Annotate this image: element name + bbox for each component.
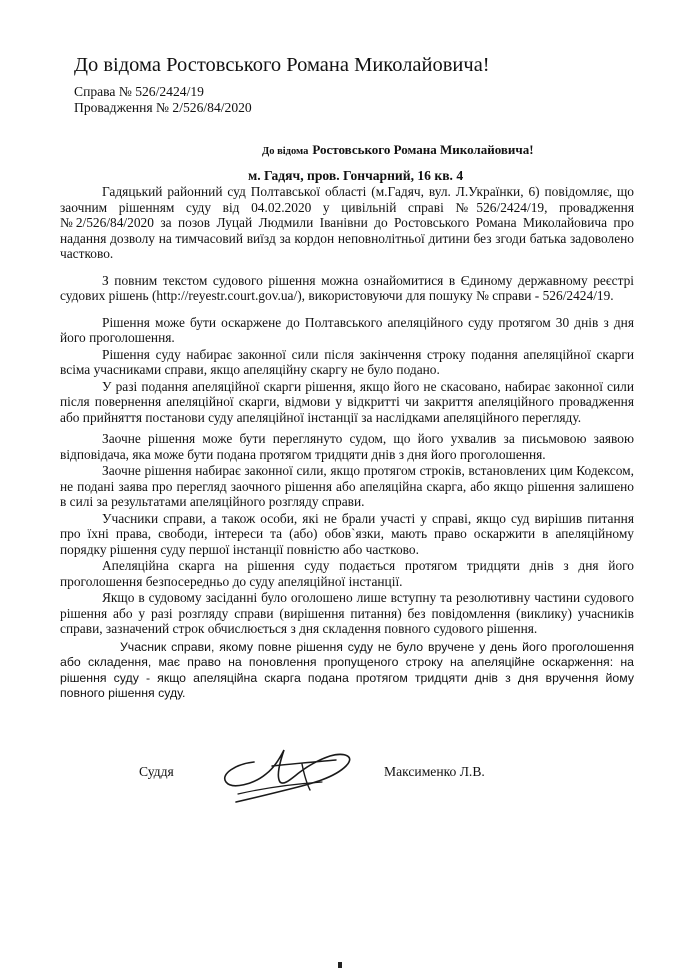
paragraph-appeal-deadline: Апеляційна скарга на рішення суду подається протягом тридцяти днів з дня його проголошення безпосередньо до суду апеляційної інстанції.: [60, 558, 634, 589]
paragraph-full-decision: Якщо в судовому засіданні було оголошено лише вступну та резолютивну частини судового рішення або у разі розгляду справи (вирішення питання) без повідомлення (виклику) учасників справи, зазначений строк обчислюється з дня складення повного судового рішення.: [60, 590, 634, 636]
handwritten-signature: [214, 744, 364, 806]
paragraph-participants: Учасники справи, а також особи, які не брали участі у справі, якщо суд вирішив питання про їхні права, свободи, інтереси та (або) обов`язки, мають право оскаржити в апеляційному порядку рішення суду першої інстанції повністю або частково.: [60, 510, 634, 557]
paragraph-legal-force: Рішення суду набирає законної сили після закінчення строку подання апеляційної скарги всіма учасниками справи, якщо апеляційну скаргу не було подано.: [60, 346, 634, 377]
page-title: До відома Ростовського Романа Миколайовича!: [74, 54, 490, 76]
paragraph-appeal-filed: У разі подання апеляційної скарги рішення, якщо його не скасовано, набирає законної сили після повернення апеляційної скарги, відмови у відкритті чи закриття апеляційного провадження або прийняття постанови суду апеляційної інстанції за наслідками апеляційного перегляду.: [60, 378, 634, 425]
paragraph-default-review: Заочне рішення може бути переглянуто судом, що його ухвалив за письмовою заявою відповідача, яка може бути подана протягом тридцяти днів з дня його проголошення.: [60, 431, 634, 462]
paragraph-notice: Гадяцький районний суд Полтавської області (м.Гадяч, вул. Л.Українки, 6) повідомляє, що заочним рішенням суду від 04.02.2020 у цивільній справі №526/2424/19, провадження №2/526/84/2020 за позов Луцай Людмили Іванівни до Ростовського Романа Миколайовича про надання дозволу на тимчасовий виїзд за кордон неповнолітньої дитини без згоди батька задоволено частково.: [60, 184, 634, 261]
addressee-line: [262, 141, 534, 159]
case-number: Справа № 526/2424/19: [74, 84, 204, 99]
signature-label: Суддя: [139, 764, 174, 779]
paragraph-restoration: Учасник справи, якому повне рішення суду не було вручене у день його проголошення або складення, має право на поновлення пропущеного строку на апеляційне оскарження: на рішення суду - якщо апеляційна скарга подана протягом тридцяти днів з дня вручення йому повного рішення суду.: [60, 639, 634, 700]
proceeding-number: Провадження № 2/526/84/2020: [74, 100, 252, 115]
judge-name: Максименко Л.В.: [384, 764, 485, 779]
scan-edge-mark: [338, 962, 342, 968]
paragraph-appeal-term: Рішення може бути оскаржене до Полтавського апеляційного суду протягом 30 днів з дня його проголошення.: [60, 314, 634, 345]
addressee-prefix: До відома: [262, 146, 309, 157]
addressee-name: Ростовського Романа Миколайовича!: [312, 142, 534, 157]
paragraph-default-force: Заочне рішення набирає законної сили, якщо протягом строків, встановлених цим Кодексом, не подані заява про перегляд заочного рішення або апеляційна скарга, або якщо рішення залишено в силі за результатами апеляційного розгляду справи.: [60, 463, 634, 509]
notice-body: [60, 184, 634, 703]
paragraph-registry: З повним текстом судового рішення можна ознайомитися в Єдиному державному реєстрі судових рішень (http://reyestr.court.gov.ua/), використовуючи для пошуку № справи - 526/2424/19.: [60, 272, 634, 303]
addressee-address: м. Гадяч, пров. Гончарний, 16 кв. 4: [248, 168, 464, 183]
